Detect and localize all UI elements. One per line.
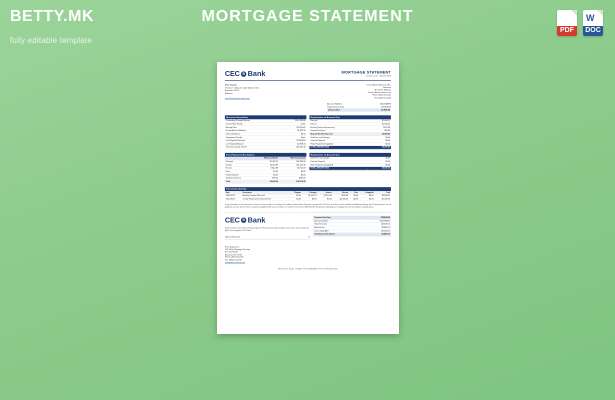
cell-label: Principal xyxy=(225,160,253,163)
amount-due-header: Explanation of Amount Due xyxy=(309,115,391,119)
cell-fees: $0.00 xyxy=(349,198,359,201)
cell-principal: $0.00 xyxy=(302,198,317,201)
bank-line1: Central Bank of America CEC, xyxy=(366,84,391,86)
cell-value: $0.00 xyxy=(369,142,391,145)
account-information-table xyxy=(225,119,307,149)
cell-last: $0.00 xyxy=(253,170,279,173)
cell-label: Optional Insurance xyxy=(225,177,253,180)
cell-value: $1,842.30 xyxy=(281,129,307,132)
stub-right xyxy=(313,216,391,264)
cell-label: Overdue Payment xyxy=(309,139,368,142)
customer-name: Jane Cooper xyxy=(224,84,237,87)
col-charges: Charges xyxy=(289,191,302,194)
cell-charges: $0.00 xyxy=(289,194,302,197)
cell-label: Interest xyxy=(309,122,368,125)
cell-last: $1,110.83 xyxy=(253,163,279,166)
amount-charges-table xyxy=(309,157,391,170)
customer-line2: Bozeman 59715 xyxy=(224,89,240,92)
address-row xyxy=(225,84,391,100)
col-date: Date xyxy=(225,191,242,194)
col-unapplied: Unapplied xyxy=(359,191,374,194)
cell-label: Partial Payment (Unapplied) xyxy=(309,163,367,166)
payment-history-table xyxy=(225,157,307,184)
brand-tagline: fully editable template xyxy=(10,36,92,45)
stub-duedate-label: Payment Due Date xyxy=(313,216,363,219)
cell-ytd: $0.00 xyxy=(279,173,307,176)
cell-label: Partial Payment (Unapplied) xyxy=(309,142,368,145)
cell-unapplied: $0.00 xyxy=(359,198,374,201)
bank-line6: Fax: (406) 555-0146 xyxy=(374,96,391,99)
cell-label: Fees xyxy=(225,170,253,173)
cell-last: $0.00 xyxy=(253,173,279,176)
summary-value-amountdue: $2,809.45 xyxy=(381,108,391,112)
stub-left xyxy=(225,216,310,264)
cell-ytd: $11,402.18 xyxy=(279,163,307,166)
cell-value: $2,809.45 xyxy=(367,167,390,170)
cell-label: Interest xyxy=(225,163,253,166)
word-file-label: DOC xyxy=(583,26,603,36)
page-title: MORTGAGE STATEMENT xyxy=(201,8,414,25)
customer-line3: Montana xyxy=(224,92,233,95)
account-summary-box xyxy=(327,103,391,112)
cell-last: $1,059.74 xyxy=(253,160,279,163)
cell-last: $612.88 xyxy=(253,167,279,170)
cell-label: Optional Insurance xyxy=(309,129,368,132)
cell-value: $2,809.45 xyxy=(369,146,391,149)
cell-label: Interest Rate (Fixed) xyxy=(225,122,281,125)
stub-logo-cec-text: CEC xyxy=(224,215,240,225)
cell-value: $0.00 xyxy=(281,132,307,135)
statement-title-block xyxy=(342,70,391,77)
summary-label-duedate: Payment Due Date xyxy=(327,105,344,109)
cell-label: Account Number xyxy=(313,219,363,222)
col-escrow: Escrow xyxy=(333,191,349,194)
stub-duedate-value: 12/04/2024 xyxy=(363,216,390,219)
cell-label: Escrow xyxy=(225,167,253,170)
cell-value: 12/16/2024 xyxy=(363,229,390,232)
statement-sheet xyxy=(217,62,399,334)
cell-value: $26.00 xyxy=(369,129,391,132)
cell-date: 11/15/2024 xyxy=(225,198,242,201)
remit-block xyxy=(225,246,310,264)
stub-logo-bank-text: Bank xyxy=(247,215,266,225)
cell-label: Amount Due xyxy=(313,226,363,229)
word-file-icon[interactable] xyxy=(583,10,603,36)
statement-header xyxy=(225,70,391,78)
bank-logo xyxy=(225,70,266,78)
logo-cec-text: CEC xyxy=(224,69,240,79)
col-principal: Principal xyxy=(302,191,317,194)
statement-footer: THIS IS NOT A BILL. RETAIN THIS STATEMENT FOR YOUR RECORDS. xyxy=(277,268,339,271)
cell-ytd: $30,274.82 xyxy=(279,180,307,183)
transaction-activity-table xyxy=(225,191,391,201)
amount-due-table xyxy=(309,119,391,149)
cell-label: TOTAL AMOUNT DUE xyxy=(309,167,367,170)
cell-label: Last Payment Amount xyxy=(225,142,281,145)
summary-label-account: Account Number xyxy=(327,103,342,106)
cell-value: $2,809.45 xyxy=(369,132,391,135)
cell-fees: $0.00 xyxy=(349,194,359,197)
header-divider xyxy=(225,80,391,81)
word-file-letter: W xyxy=(586,13,595,23)
cell-label: Regular Monthly Payment xyxy=(309,132,368,135)
table-row-total xyxy=(225,180,307,183)
cell-escrow: $612.88 xyxy=(333,194,349,197)
customer-email[interactable]: jane@thebettymk.gmail.com xyxy=(224,97,250,100)
cell-value: $612.88 xyxy=(369,126,391,129)
cell-label: Maturity Date xyxy=(225,126,281,129)
amount-charges-panel xyxy=(309,153,391,184)
payment-stub xyxy=(225,216,391,264)
table-row-total xyxy=(309,167,391,170)
statement-title: MORTGAGE STATEMENT xyxy=(341,69,391,75)
table-row xyxy=(225,146,307,149)
stub-amount-enclosed-value: $ xyxy=(308,236,310,239)
cell-value: $11,402.18 xyxy=(281,146,307,149)
cell-label: TOTAL AMOUNT DUE xyxy=(309,146,368,149)
cell-label: Partial Payment xyxy=(225,173,253,176)
summary-value-duedate: 12/04/2024 xyxy=(381,105,391,109)
table-row xyxy=(225,198,391,201)
cell-unapplied: $0.00 xyxy=(359,194,374,197)
cell-label: Total xyxy=(225,180,253,183)
cell-ytd: $11,844.96 xyxy=(279,160,307,163)
cell-label: Escrow Account Balance xyxy=(225,129,281,132)
payment-history-panel xyxy=(225,153,307,184)
logo-bank-text: Bank xyxy=(247,69,266,79)
cell-ytd: $6,741.68 xyxy=(279,167,307,170)
customer-address xyxy=(225,84,259,100)
stub-amount-enclosed-label: Amount Enclosed xyxy=(225,236,240,239)
col-interest: Interest xyxy=(317,191,332,194)
col-total: Total xyxy=(374,191,390,194)
cell-last: $26.00 xyxy=(253,177,279,180)
stub-note: Detach and return this portion with your payment. Please write your loan number on your check. Do not send cash. Make checks payable to CEC Bank. xyxy=(224,227,310,232)
cell-value: $0.00 xyxy=(369,139,391,142)
cell-charges: $0.00 xyxy=(289,198,302,201)
cell-value: $0.00 xyxy=(367,160,390,163)
amount-due-panel xyxy=(309,115,391,149)
cell-label: Outstanding Principal Balance xyxy=(225,119,281,122)
cell-value: 11/20/2024 xyxy=(363,223,390,226)
bank-address xyxy=(366,84,390,100)
cell-value: $1,064.12 xyxy=(369,119,391,122)
account-information-panel xyxy=(225,115,307,149)
bank-line5: Phone: (406) 555-0145 xyxy=(372,94,391,97)
cell-value: $312,480.00 xyxy=(281,119,307,122)
remit-email[interactable]: mortgage@cecbank.com xyxy=(224,261,246,264)
table-row-total xyxy=(313,233,390,236)
col-header-last: Paid Last Month xyxy=(253,157,279,160)
stub-summary-table xyxy=(313,216,391,236)
customer-line1: Thomas S. May 22, Cyber Avenue 105, xyxy=(224,86,260,89)
remit-line-0: CEC Bank, Mortgage Servicing xyxy=(224,248,251,251)
remit-line-3: Phone: (406) 555-0145 xyxy=(224,256,244,259)
cell-value: None xyxy=(281,136,307,139)
cell-label: Overdue Payment xyxy=(309,160,367,163)
cell-value: 4.25% xyxy=(281,122,307,125)
cell-value: 11/04/2024 xyxy=(281,139,307,142)
stub-amount-enclosed[interactable] xyxy=(225,235,310,240)
pdf-file-icon[interactable] xyxy=(557,10,577,36)
cell-label: Total Amount Enclosed xyxy=(313,233,363,236)
logo-mark-icon: B xyxy=(242,72,245,76)
cell-label: Last Payment Received xyxy=(225,139,281,142)
cell-value: $0.00 xyxy=(369,136,391,139)
cell-ytd: $286.00 xyxy=(279,177,307,180)
summary-label-amountdue: Amount Due xyxy=(328,108,340,112)
remit-line-1: P.O. Box 84120 xyxy=(224,251,238,254)
statement-notice: If any information on this statement is incorrect, please notify us in writing at the address shown above. Payments received after 5:00 p.m. local time may be credited the following business day. Partial payments are not applied to your loan but are held in a separate unapplied funds account. Contact our Customer Care team at 800-555-0199 for questions regarding your mortgage loan, escrow analysis, or payoff quotes. xyxy=(224,203,391,209)
cell-ytd: $0.00 xyxy=(279,170,307,173)
table-row-total xyxy=(309,146,391,149)
cell-label: Total Fees and Charges xyxy=(309,136,368,139)
bank-line3: MT 59715, Montana xyxy=(374,89,391,92)
cell-value: $0.00 xyxy=(367,163,390,166)
cell-date: 11/04/2024 xyxy=(225,194,242,197)
cell-value: 1002418895 xyxy=(363,219,390,222)
account-information-header: Account Information xyxy=(225,115,307,119)
amount-charges-header: Explanation of Amount Due xyxy=(309,153,391,157)
format-badges xyxy=(557,10,603,36)
cell-last: $2,809.45 xyxy=(253,180,279,183)
col-header-ytd: Paid Year-to-Date xyxy=(279,157,307,160)
cell-label: Principal xyxy=(309,119,368,122)
brand-name: BETTY.MK xyxy=(10,8,94,25)
col-description: Description xyxy=(242,191,289,194)
cell-label: Deferred Balance xyxy=(225,132,281,135)
cell-label: Late Charge After xyxy=(313,229,363,232)
cell-value: 01/05/2045 xyxy=(281,126,307,129)
stub-logo-mark-icon: B xyxy=(242,218,245,222)
remit-title: Remit payment to: xyxy=(224,246,240,249)
summary-value-account: 1002418895 xyxy=(379,103,391,106)
cell-value: $2,809.45 xyxy=(363,233,390,236)
bank-line4: Email: office@cecbank.com xyxy=(368,91,391,94)
info-columns xyxy=(225,115,391,149)
payment-history-header: Past Payments Breakdown xyxy=(225,153,307,157)
cell-description: Monthly Payment Received xyxy=(242,194,289,197)
cell-value: $0.00 xyxy=(367,157,390,160)
document-preview[interactable] xyxy=(217,62,399,334)
payment-history-section xyxy=(225,153,391,184)
cell-principal: $1,059.74 xyxy=(302,194,317,197)
stub-bank-logo xyxy=(225,216,310,224)
cell-label: Statement Date xyxy=(313,223,363,226)
transaction-activity-header: Transaction Activity xyxy=(225,187,391,191)
col-fees: Fees xyxy=(349,191,359,194)
cell-total: -$1,420.00 xyxy=(374,198,390,201)
cell-label: Prepayment Penalty xyxy=(225,136,281,139)
cell-interest: $1,110.83 xyxy=(317,194,332,197)
pdf-file-label: PDF xyxy=(557,26,577,36)
remit-line-4: Fax: (406) 555-0146 xyxy=(224,259,242,261)
cell-value: $2,809.45 xyxy=(363,226,390,229)
cell-escrow: -$1,420.00 xyxy=(333,198,349,201)
bank-line2: Bozeman xyxy=(383,86,391,89)
cell-label: Total Year-to-Date Interest xyxy=(225,146,281,149)
cell-total: $2,809.45 xyxy=(374,194,390,197)
cell-interest: $0.00 xyxy=(317,198,332,201)
cell-value: $1,106.45 xyxy=(369,122,391,125)
cell-value: $2,809.45 xyxy=(281,142,307,145)
cell-description: County Property Tax Disbursement xyxy=(242,198,289,201)
cell-label: Escrow (Taxes and Insurance) xyxy=(309,126,368,129)
cell-label: Total Fees and Charges xyxy=(309,157,367,160)
remit-line-2: Bozeman, MT 59718 xyxy=(224,253,242,256)
statement-title-sub: Customer Care : 800-555-0199 xyxy=(365,75,391,78)
